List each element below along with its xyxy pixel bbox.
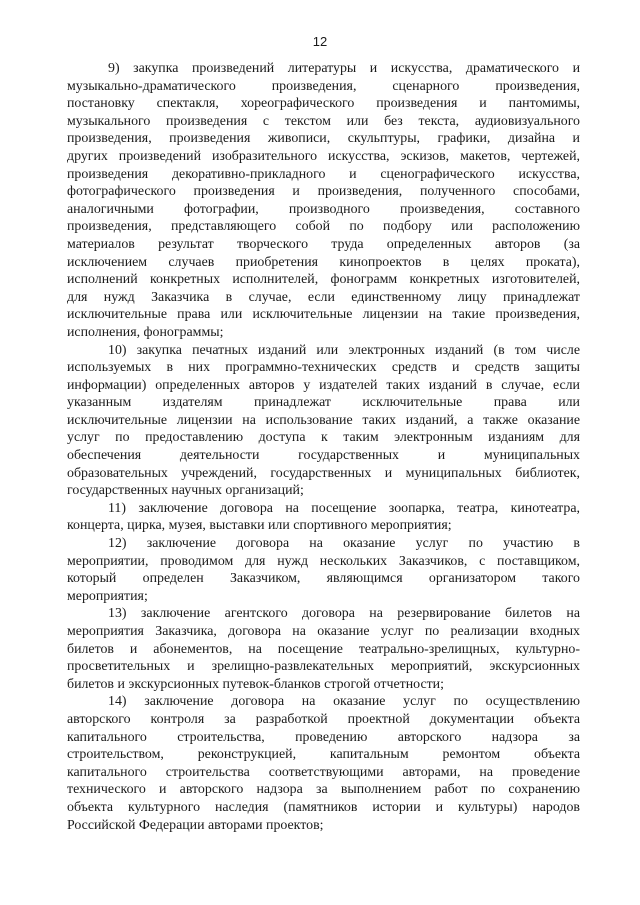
text-line: строительством, реконструкцией, капитальным ремонтом объекта xyxy=(67,747,580,763)
paragraph-item-14 xyxy=(67,693,580,834)
text-line: музыкально-драматического произведения, сценарного произведения, xyxy=(67,78,580,94)
paragraph-item-12 xyxy=(67,535,580,605)
text-line: 9) закупка произведений литературы и искусства, драматического и xyxy=(108,61,580,76)
text-line: исключением случаев приобретения кинопроектов в целях проката), xyxy=(67,254,580,270)
text-line: капитального строительства, проведению авторского надзора за xyxy=(67,729,580,745)
text-line: обеспечения деятельности государственных и муниципальных xyxy=(67,448,580,464)
text-line: информации) определенных авторов у издателей таких изданий в случае, если xyxy=(67,377,580,393)
text-line: мероприятия Заказчика, договора на оказание услуг по реализации входных xyxy=(67,624,580,639)
text-line: билетов и экскурсионных путевок-бланков строгой отчетности; xyxy=(67,676,444,692)
text-line: произведения декоративно-прикладного и сценографического искусства, xyxy=(67,166,580,182)
text-line: мероприятии, проводимом для нужд нескольких Заказчиков, с поставщиком, xyxy=(67,553,580,569)
text-line: образовательных учреждений, государственных и муниципальных библиотек, xyxy=(67,465,580,481)
text-line: исключительные права или исключительные лицензии на такие произведения, xyxy=(67,307,580,323)
text-line: услуг по предоставлению доступа к таким электронным изданиям для xyxy=(67,430,580,446)
text-line: технического и авторского надзора за выполнением работ по сохранению xyxy=(67,782,580,798)
text-line: авторского контроля за разработкой проектной документации объекта xyxy=(67,711,580,727)
document-body xyxy=(67,60,580,834)
text-line: который определен Заказчиком, являющимся организатором такого xyxy=(67,571,580,587)
text-line: аналогичными фотографии, производного произведения, составного xyxy=(67,201,580,217)
paragraph-item-11 xyxy=(67,500,580,535)
text-line: мероприятия; xyxy=(67,588,148,604)
text-line: государственных научных организаций; xyxy=(67,483,304,499)
text-line: исполнений конкретных исполнителей, фонограмм конкретных изготовителей, xyxy=(67,272,580,288)
page-number: 12 xyxy=(312,34,328,49)
text-line: других произведений изобразительного искусства, эскизов, макетов, чертежей, xyxy=(67,148,580,164)
text-line: 12) заключение договора на оказание услуг по участию в xyxy=(108,536,580,552)
paragraph-item-10 xyxy=(67,342,580,500)
text-line: концерта, цирка, музея, выставки или спортивного мероприятия; xyxy=(67,518,452,534)
text-line: используемых в них программно-технических средств и средств защиты xyxy=(67,360,580,376)
text-line: 10) закупка печатных изданий или электронных изданий (в том числе xyxy=(108,342,580,358)
text-line: указанным издателям принадлежат исключительные права или xyxy=(67,395,580,411)
text-line: капитального строительства соответствующими авторами, на проведение xyxy=(67,764,580,780)
text-line: 14) заключение договора на оказание услуг по осуществлению xyxy=(108,694,580,710)
text-line: исключительные лицензии на использование таких изданий, а также оказание xyxy=(67,412,580,428)
paragraph-item-13 xyxy=(67,605,580,693)
text-line: произведения, произведения живописи, скульптуры, графики, дизайна и xyxy=(67,131,580,147)
text-line: для нужд Заказчика в случае, если единственному лицу принадлежат xyxy=(67,289,580,305)
text-line: материалов результат творческого труда определенных авторов (за xyxy=(67,236,580,252)
text-line: произведения, представляющего собой по подбору или расположению xyxy=(67,219,580,235)
text-line: исполнения, фонограммы; xyxy=(67,324,224,340)
text-line: билетов и абонементов, на посещение театрально-зрелищных, культурно- xyxy=(67,641,580,657)
text-line: постановку спектакля, хореографического произведения и пантомимы, xyxy=(67,96,580,112)
text-line: фотографического произведения и произведения, полученного способами, xyxy=(67,184,580,200)
paragraph-item-9 xyxy=(67,60,580,342)
text-line: объекта культурного наследия (памятников истории и культуры) народов xyxy=(67,799,580,815)
text-line: просветительных и зрелищно-развлекательных мероприятий, экскурсионных xyxy=(67,659,580,675)
text-line: Российской Федерации авторами проектов; xyxy=(67,817,324,833)
text-line: музыкального произведения с текстом или без текста, аудиовизуального xyxy=(67,113,580,129)
text-line: 11) заключение договора на посещение зоопарка, театра, кинотеатра, xyxy=(108,500,580,516)
text-line: 13) заключение агентского договора на резервирование билетов на xyxy=(108,606,580,622)
